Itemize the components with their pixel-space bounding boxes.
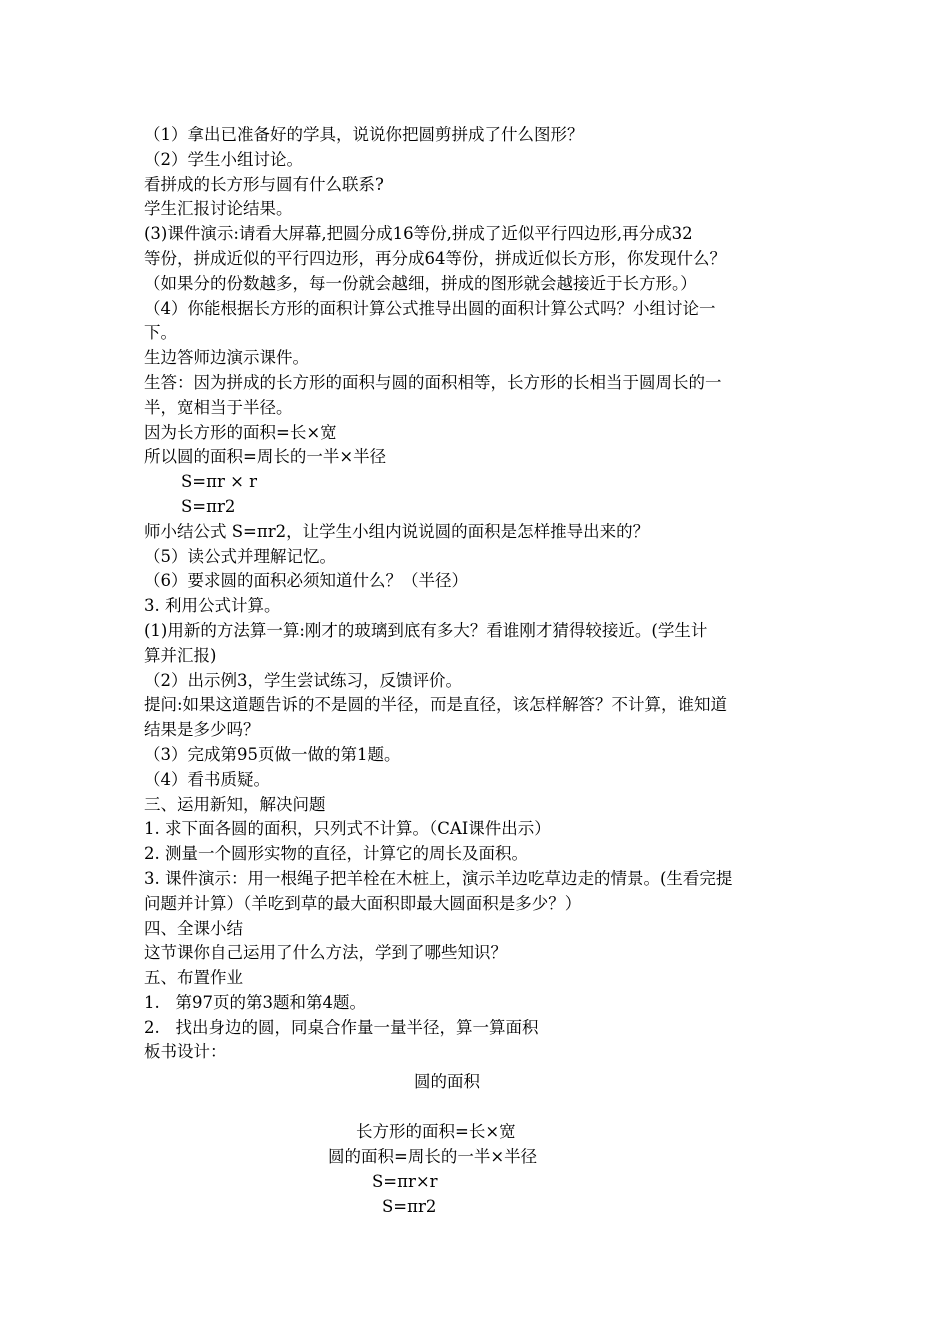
text-line: 看拼成的长方形与圆有什么联系? xyxy=(144,174,384,194)
text-line: 3. 课件演示：用一根绳子把羊栓在木桩上，演示羊边吃草边走的情景。(生看完提 xyxy=(144,868,733,888)
text-line: 2. 测量一个圆形实物的直径，计算它的周长及面积。 xyxy=(144,844,528,864)
text-line: 提问:如果这道题告诉的不是圆的半径，而是直径，该怎样解答？不计算，谁知道 xyxy=(144,695,728,715)
text-line: （2）学生小组讨论。 xyxy=(144,149,303,169)
text-line: 生答：因为拼成的长方形的面积与圆的面积相等，长方形的长相当于圆周长的一 xyxy=(144,372,722,392)
text-line: （4）看书质疑。 xyxy=(144,769,270,789)
formula-line: S=πr × r xyxy=(181,472,258,492)
section-heading: 五、布置作业 xyxy=(144,968,243,988)
text-line: 等份，拼成近似的平行四边形，再分成64等份，拼成近似长方形，你发现什么？ xyxy=(144,248,726,268)
text-line: 1. 第97页的第3题和第4题。 xyxy=(144,992,366,1012)
blackboard-design xyxy=(144,1070,812,1230)
text-line: 半，宽相当于半径。 xyxy=(144,397,293,417)
text-line: 生边答师边演示课件。 xyxy=(144,348,309,368)
text-line: 因为长方形的面积=长×宽 xyxy=(144,422,337,442)
text-line: 算并汇报) xyxy=(144,645,217,665)
section-heading: 三、运用新知，解决问题 xyxy=(144,794,326,814)
board-formula: S=πr2 xyxy=(382,1197,437,1216)
text-line: 3. 利用公式计算。 xyxy=(144,596,281,616)
text-line: 这节课你自己运用了什么方法，学到了哪些知识？ xyxy=(144,943,507,963)
section-heading: 四、全课小结 xyxy=(144,918,243,938)
text-line: 结果是多少吗？ xyxy=(144,720,260,740)
text-line: （6）要求圆的面积必须知道什么？（半径） xyxy=(144,571,468,591)
text-line: 2. 找出身边的圆，同桌合作量一量半径，算一算面积 xyxy=(144,1017,539,1037)
board-line: 长方形的面积=长×宽 xyxy=(356,1122,516,1141)
text-line: (1)用新的方法算一算:刚才的玻璃到底有多大？看谁刚才猜得较接近。(学生计 xyxy=(144,620,708,640)
text-line: 问题并计算）（羊吃到草的最大面积即最大圆面积是多少？） xyxy=(144,893,582,913)
text-line: 1. 求下面各圆的面积，只列式不计算。（CAI课件出示） xyxy=(144,819,551,839)
text-line: （如果分的份数越多，每一份就会越细，拼成的图形就会越接近于长方形。） xyxy=(144,273,697,293)
text-line: (3)课件演示:请看大屏幕,把圆分成16等份,拼成了近似平行四边形,再分成32 xyxy=(144,224,693,244)
text-line: 下。 xyxy=(144,323,177,343)
text-line: （4）你能根据长方形的面积计算公式推导出圆的面积计算公式吗？小组讨论一 xyxy=(144,298,716,318)
lesson-body xyxy=(144,123,812,1065)
text-line: （2）出示例3，学生尝试练习，反馈评价。 xyxy=(144,670,462,690)
text-line: （3）完成第95页做一做的第1题。 xyxy=(144,744,401,764)
text-line: 板书设计： xyxy=(144,1042,227,1062)
board-line: 圆的面积=周长的一半×半径 xyxy=(328,1147,538,1166)
text-line: 学生汇报讨论结果。 xyxy=(144,199,293,219)
text-line: （1）拿出已准备好的学具，说说你把圆剪拼成了什么图形？ xyxy=(144,125,584,144)
text-line: （5）读公式并理解记忆。 xyxy=(144,546,336,566)
board-formula: S=πr×r xyxy=(372,1172,438,1191)
formula-line: S=πr2 xyxy=(181,496,236,516)
text-line: 所以圆的面积=周长的一半×半径 xyxy=(144,447,387,467)
board-title: 圆的面积 xyxy=(414,1072,480,1091)
text-line: 师小结公式 S=πr2，让学生小组内说说圆的面积是怎样推导出来的？ xyxy=(144,521,650,541)
